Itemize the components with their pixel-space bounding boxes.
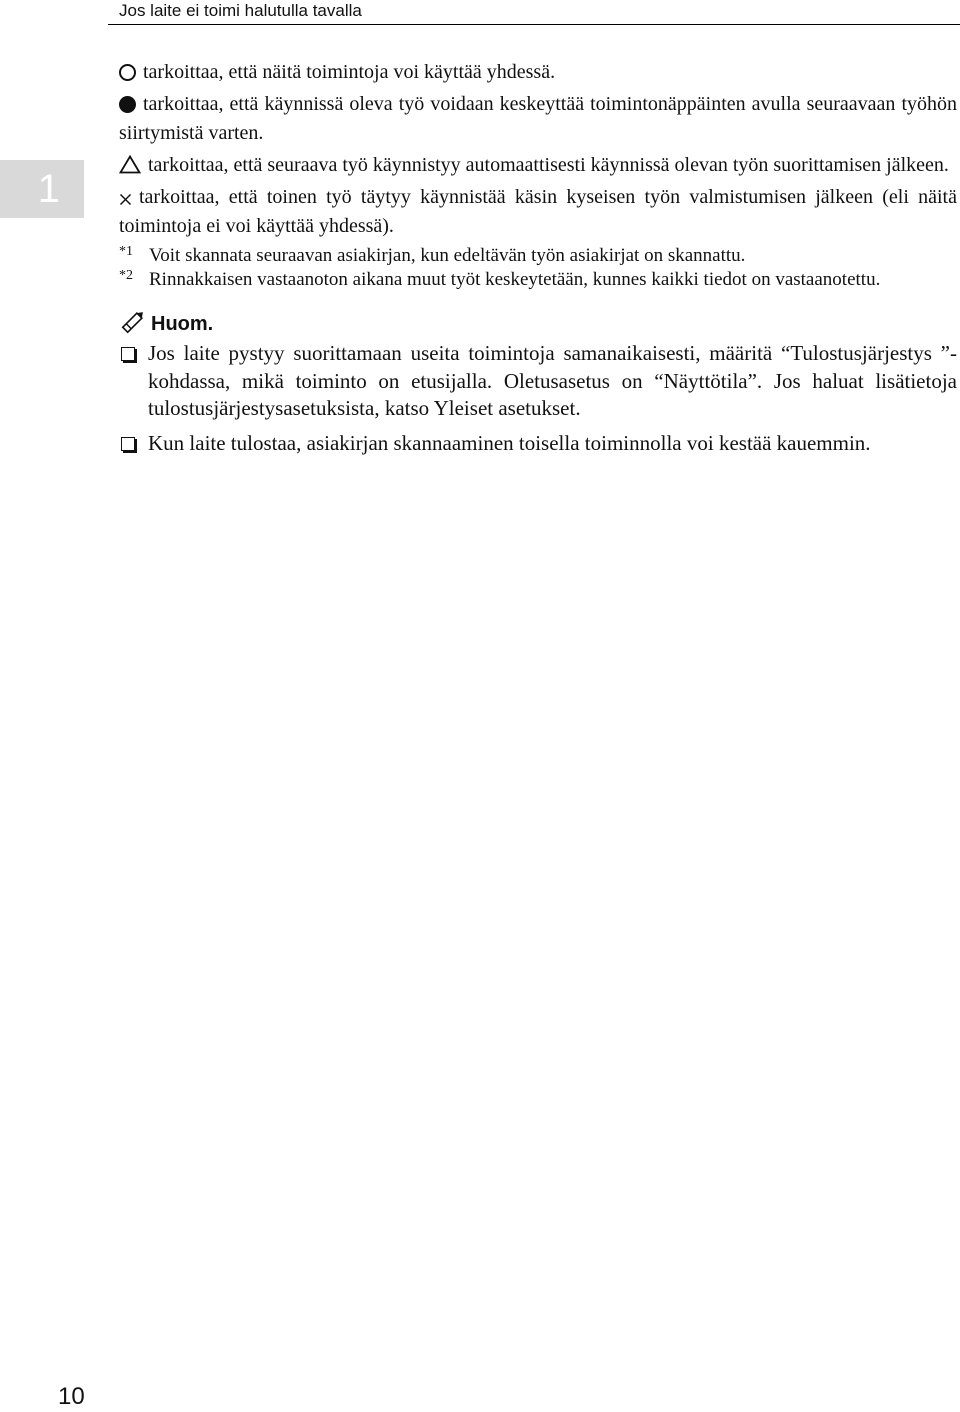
chapter-tab xyxy=(0,160,84,218)
note-item xyxy=(119,340,957,423)
legend-item xyxy=(119,151,957,180)
footnote-text: Rinnakkaisen vastaanoton aikana muut työt keskeytetään, kunnes kaikki tiedot on vastaanotettu. xyxy=(149,269,881,290)
triangle-icon xyxy=(119,155,141,174)
footnote-mark: *1 xyxy=(119,244,133,259)
legend-text: tarkoittaa, että seuraava työ käynnistyy automaattisesti käynnissä olevan työn suorittamisen jälkeen. xyxy=(148,154,949,176)
note-text: Jos laite pystyy suorittamaan useita toimintoja samanaikaisesti, määritä “Tulostusjärjestys ”-kohdassa, mikä toiminto on etusijalla. Oletusasetus on “Näyttötila”. Jos haluat lisätietoja tulostusjärjestysasetuksista, katso Yleiset asetukset. xyxy=(148,341,957,420)
pencil-icon xyxy=(119,310,147,339)
note-item xyxy=(119,430,957,458)
running-header: Jos laite ei toimi halutulla tavalla xyxy=(119,1,362,20)
filled-circle-icon xyxy=(119,96,136,113)
checkbox-bullet-icon xyxy=(121,437,135,451)
footnotes xyxy=(119,244,957,291)
legend-text: tarkoittaa, että toinen työ täytyy käynnistää käsin kyseisen työn valmistumisen jälkeen (eli näitä toimintoja ei voi käyttää yhdessä). xyxy=(119,186,957,237)
legend-text: tarkoittaa, että näitä toimintoja voi käyttää yhdessä. xyxy=(143,61,556,83)
checkbox-bullet-icon xyxy=(121,347,135,361)
legend-item xyxy=(119,183,957,241)
legend-item xyxy=(119,90,957,148)
chapter-number: 1 xyxy=(37,167,60,211)
page-number: 10 xyxy=(58,1383,85,1410)
page-content xyxy=(119,58,957,464)
note-heading xyxy=(119,308,957,340)
legend-item xyxy=(119,58,957,87)
note-text: Kun laite tulostaa, asiakirjan skannaaminen toisella toiminnolla voi kestää kauemmin. xyxy=(148,430,871,455)
header-divider xyxy=(108,24,960,25)
note-title: Huom. xyxy=(151,312,214,335)
footnote-text: Voit skannata seuraavan asiakirjan, kun edeltävän työn asiakirjat on skannattu. xyxy=(149,245,746,266)
footnote-mark: *2 xyxy=(119,268,133,283)
footnote xyxy=(119,244,957,267)
legend-text: tarkoittaa, että käynnissä oleva työ voidaan keskeyttää toimintonäppäinten avulla seuraavaan työhön siirtymistä varten. xyxy=(119,93,957,144)
cross-icon xyxy=(119,193,132,206)
open-circle-icon xyxy=(119,64,136,81)
footnote xyxy=(119,268,957,291)
